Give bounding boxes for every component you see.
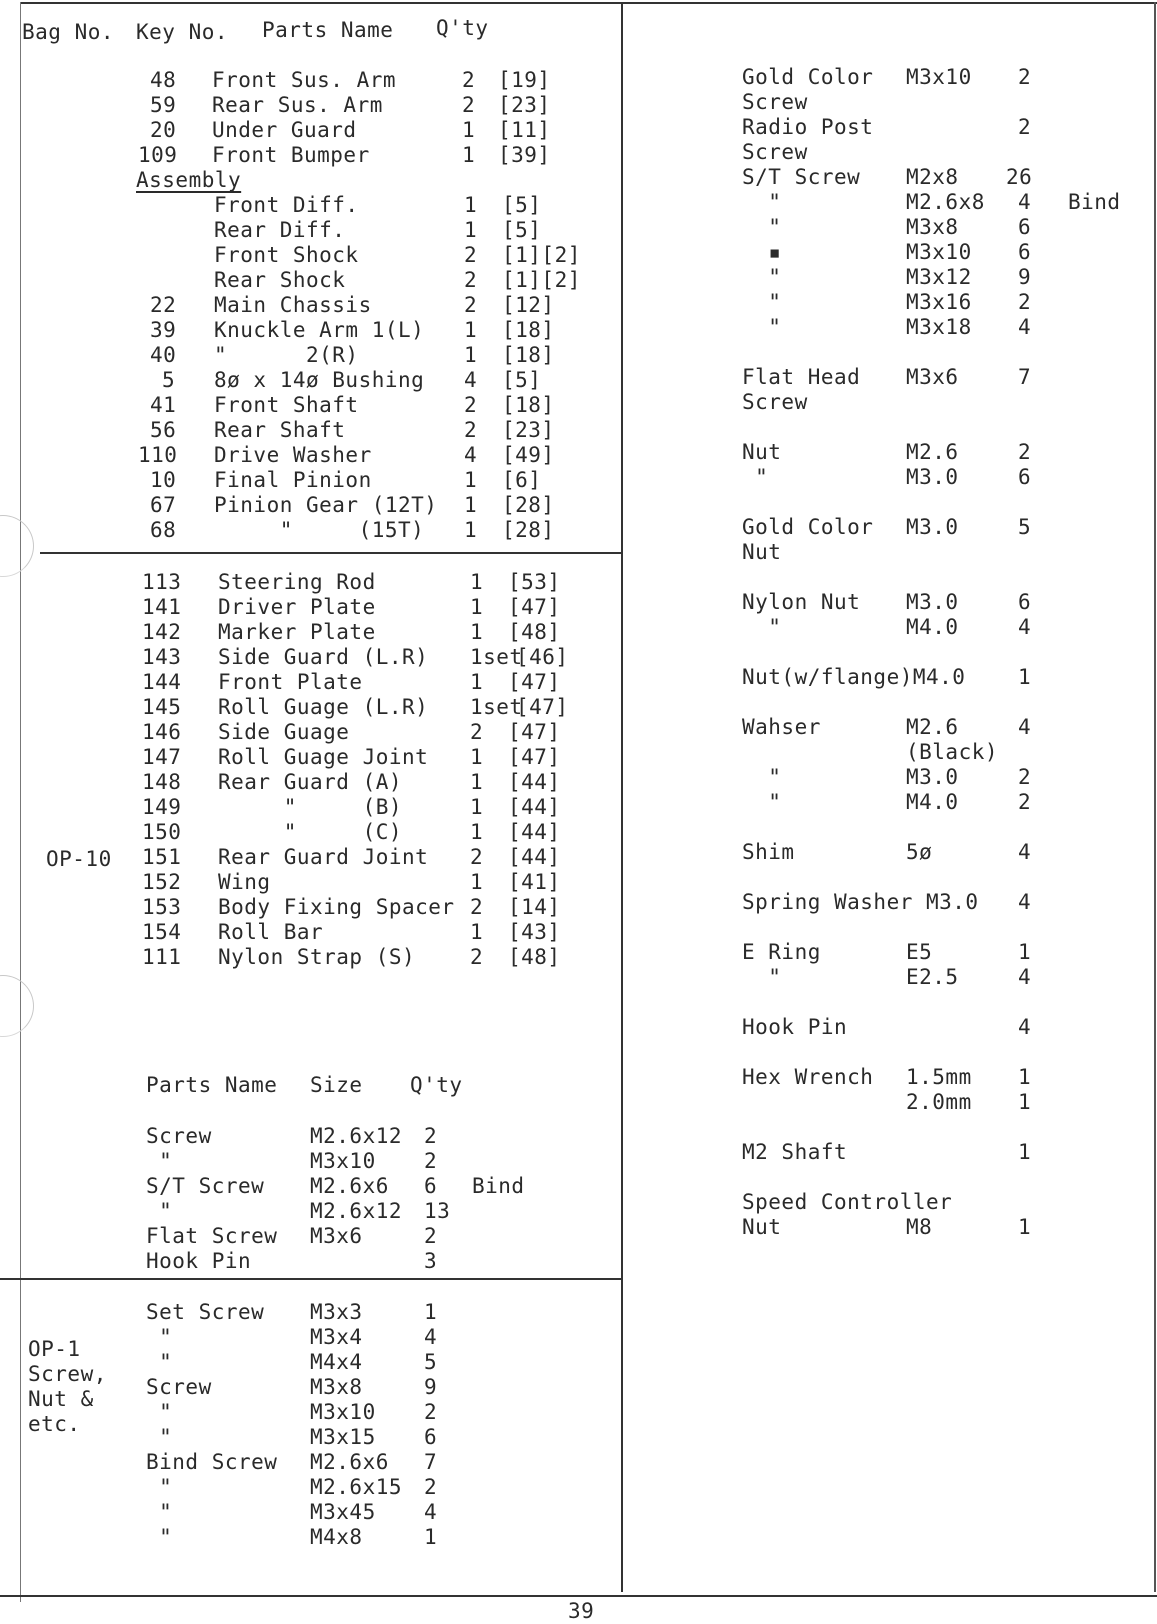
key-number: 48 — [150, 68, 177, 92]
part-ref: [28] — [502, 518, 555, 542]
part-ref: [41] — [508, 870, 561, 894]
top-border — [20, 2, 1157, 4]
key-number: 5 — [162, 368, 176, 392]
hardware-name: " — [742, 765, 782, 789]
hardware-name: ▪ — [742, 240, 782, 264]
hardware-qty: 6 — [1018, 465, 1032, 489]
header-bag-no: Bag No. — [22, 20, 115, 44]
part-qty: 1 — [470, 620, 484, 644]
part-name: Side Guard (L.R) — [218, 645, 429, 669]
part-name: Side Guage — [218, 720, 350, 744]
hardware-size: M3x3 — [310, 1300, 363, 1324]
part-qty: 1 — [464, 218, 478, 242]
hardware-size: M4x4 — [310, 1350, 363, 1374]
part-ref: [47] — [508, 720, 561, 744]
hardware-name: Screw — [146, 1124, 212, 1148]
part-ref: [44] — [508, 770, 561, 794]
divider-section-1 — [40, 552, 623, 554]
part-name: Rear Sus. Arm — [212, 93, 383, 117]
hardware-qty: 1 — [1018, 1215, 1032, 1239]
hardware-name: " — [146, 1149, 173, 1173]
hardware-name: S/T Screw — [146, 1174, 265, 1198]
hardware-qty: 4 — [424, 1500, 438, 1524]
hardware-qty: 2 — [1018, 290, 1032, 314]
key-number: 10 — [150, 468, 177, 492]
part-qty: 2 — [464, 393, 478, 417]
key-number: 149 — [142, 795, 182, 819]
hardware-qty: 6 — [1018, 590, 1032, 614]
hardware-name: Radio Post — [742, 115, 874, 139]
hardware-name: S/T Screw — [742, 165, 861, 189]
part-name: Front Diff. — [214, 193, 359, 217]
key-number: 143 — [142, 645, 182, 669]
part-qty: 1 — [464, 343, 478, 367]
hardware-size: M4.0 — [906, 615, 959, 639]
hardware-size: 5ø — [906, 840, 933, 864]
hardware-name: M2 Shaft — [742, 1140, 848, 1164]
part-ref: [1][2] — [502, 268, 581, 292]
part-qty: 1 — [470, 820, 484, 844]
part-qty: 1 — [470, 595, 484, 619]
part-qty: 1 — [470, 570, 484, 594]
part-qty: 1 — [464, 518, 478, 542]
bag-label-op10: OP-10 — [46, 847, 112, 871]
hardware-size: M4x8 — [310, 1525, 363, 1549]
hardware-name: " — [146, 1400, 173, 1424]
hardware-name: " — [742, 290, 782, 314]
hardware-qty: 2 — [424, 1149, 438, 1173]
hardware-qty: 1 — [1018, 1140, 1032, 1164]
bag-label-op1-line4: etc. — [28, 1412, 81, 1436]
right-border — [1154, 2, 1156, 1592]
hardware-size: E5 — [906, 940, 933, 964]
part-ref: [47] — [508, 670, 561, 694]
hardware-qty: 9 — [1018, 265, 1032, 289]
part-ref: [5] — [502, 193, 542, 217]
hardware-name: " — [146, 1475, 173, 1499]
part-qty: 2 — [470, 720, 484, 744]
hardware-name: " — [146, 1525, 173, 1549]
key-number: 141 — [142, 595, 182, 619]
hardware-name: Flat Head — [742, 365, 861, 389]
hardware-name: Flat Screw — [146, 1224, 278, 1248]
hardware-qty: 7 — [424, 1450, 438, 1474]
hardware-name: Wahser — [742, 715, 821, 739]
part-name: Rear Shaft — [214, 418, 346, 442]
hardware-name: " — [146, 1425, 173, 1449]
part-name: Marker Plate — [218, 620, 376, 644]
key-number: 41 — [150, 393, 177, 417]
hardware-name: Nut(w/flange)M4.0 — [742, 665, 966, 689]
hardware-note: Bind — [1068, 190, 1121, 214]
hardware-name: Gold Color — [742, 515, 874, 539]
hardware-qty: 6 — [1018, 215, 1032, 239]
part-qty: 2 — [470, 845, 484, 869]
key-number: 148 — [142, 770, 182, 794]
hardware-name: Hex Wrench — [742, 1065, 874, 1089]
part-ref: [6] — [502, 468, 542, 492]
part-qty: 2 — [464, 293, 478, 317]
part-name: Main Chassis — [214, 293, 372, 317]
part-ref: [49] — [502, 443, 555, 467]
hardware-qty: 2 — [1018, 115, 1032, 139]
part-qty: 1set — [470, 695, 523, 719]
part-name: Drive Washer — [214, 443, 372, 467]
hardware-size: M2.6 — [906, 440, 959, 464]
hardware-size: M2.6x6 — [310, 1450, 389, 1474]
binder-hole-1 — [0, 515, 34, 577]
hardware-name: " — [742, 315, 782, 339]
hardware-size: 2.0mm — [906, 1090, 972, 1114]
key-number: 144 — [142, 670, 182, 694]
part-ref: [53] — [508, 570, 561, 594]
hardware-qty: 4 — [424, 1325, 438, 1349]
part-name: Nylon Strap (S) — [218, 945, 416, 969]
part-name: Front Sus. Arm — [212, 68, 397, 92]
part-qty: 1 — [462, 118, 476, 142]
part-qty: 2 — [462, 68, 476, 92]
part-name: " (15T) — [214, 518, 425, 542]
key-number: 113 — [142, 570, 182, 594]
key-number: 59 — [150, 93, 177, 117]
hardware-qty: 1 — [1018, 1090, 1032, 1114]
key-number: 150 — [142, 820, 182, 844]
part-qty: 4 — [464, 368, 478, 392]
part-name: Front Plate — [218, 670, 363, 694]
part-name: " 2(R) — [214, 343, 359, 367]
part-qty: 2 — [470, 895, 484, 919]
part-ref: [12] — [502, 293, 555, 317]
header-qty: Q'ty — [436, 16, 489, 40]
hardware-name: " — [742, 965, 782, 989]
key-number: 146 — [142, 720, 182, 744]
hardware-size: M3x18 — [906, 315, 972, 339]
hardware-qty: 6 — [1018, 240, 1032, 264]
hardware-qty: 4 — [1018, 315, 1032, 339]
part-ref: [44] — [508, 820, 561, 844]
hardware-qty: 1 — [1018, 1065, 1032, 1089]
hardware-size: M2.6x15 — [310, 1475, 403, 1499]
part-name: Under Guard — [212, 118, 357, 142]
hardware-name: " — [742, 790, 782, 814]
hardware-size: M3x10 — [906, 240, 972, 264]
hardware-qty: 2 — [424, 1400, 438, 1424]
bag-label-op1-line3: Nut & — [28, 1387, 94, 1411]
part-qty: 1 — [470, 920, 484, 944]
part-name: Body Fixing Spacer — [218, 895, 455, 919]
hardware-qty: 9 — [424, 1375, 438, 1399]
part-name: Wing — [218, 870, 271, 894]
hardware-name: Speed Controller — [742, 1190, 953, 1214]
hardware-name: Hook Pin — [146, 1249, 252, 1273]
hardware-name: " — [742, 190, 782, 214]
hardware-name: Nut — [742, 440, 782, 464]
part-name: Final Pinion — [214, 468, 372, 492]
hardware-name: " — [146, 1500, 173, 1524]
hardware-size: M3x10 — [310, 1400, 376, 1424]
part-ref: [23] — [502, 418, 555, 442]
part-qty: 2 — [470, 945, 484, 969]
hardware-name: Nylon Nut — [742, 590, 861, 614]
part-qty: 1 — [470, 670, 484, 694]
hardware-qty: 3 — [424, 1249, 438, 1273]
hardware-name: Nut — [742, 540, 782, 564]
bag-label-op1-line1: OP-1 — [28, 1337, 81, 1361]
hardware-qty: 5 — [1018, 515, 1032, 539]
part-qty: 1 — [464, 468, 478, 492]
part-qty: 1set — [470, 645, 523, 669]
hardware-qty: 1 — [424, 1300, 438, 1324]
hardware-qty: 4 — [1018, 890, 1032, 914]
hardware-name: Set Screw — [146, 1300, 265, 1324]
hardware-qty: 4 — [1018, 965, 1032, 989]
hardware-qty: 2 — [424, 1475, 438, 1499]
part-ref: [11] — [498, 118, 551, 142]
hardware-size: M3.0 — [906, 590, 959, 614]
part-name: " (B) — [218, 795, 403, 819]
header-parts-name: Parts Name — [262, 18, 394, 42]
key-number: 110 — [138, 443, 178, 467]
part-qty: 1 — [464, 493, 478, 517]
sub-header-qty: Q'ty — [410, 1073, 463, 1097]
hardware-name: " — [146, 1199, 173, 1223]
key-number: 142 — [142, 620, 182, 644]
part-qty: 1 — [464, 193, 478, 217]
part-name: Knuckle Arm 1(L) — [214, 318, 425, 342]
part-ref: [48] — [508, 945, 561, 969]
header-key-no: Key No. — [136, 20, 229, 44]
hardware-size: M2.6x12 — [310, 1199, 403, 1223]
hardware-qty: 4 — [1018, 615, 1032, 639]
hardware-qty: 2 — [424, 1224, 438, 1248]
sub-header-size: Size — [310, 1073, 363, 1097]
part-name: Driver Plate — [218, 595, 376, 619]
key-number: 67 — [150, 493, 177, 517]
hardware-name: " — [146, 1350, 173, 1374]
part-name: Steering Rod — [218, 570, 376, 594]
key-number: 152 — [142, 870, 182, 894]
part-qty: 1 — [470, 795, 484, 819]
part-qty: 1 — [464, 318, 478, 342]
hardware-size: M3x6 — [906, 365, 959, 389]
key-number: 40 — [150, 343, 177, 367]
hardware-name: " — [742, 265, 782, 289]
left-border — [20, 2, 21, 1602]
part-ref: [19] — [498, 68, 551, 92]
hardware-qty: 2 — [1018, 65, 1032, 89]
part-name: Roll Bar — [218, 920, 324, 944]
hardware-size: M2.6x6 — [310, 1174, 389, 1198]
key-number: 147 — [142, 745, 182, 769]
hardware-size: M3x45 — [310, 1500, 376, 1524]
key-number: 151 — [142, 845, 182, 869]
part-ref: [18] — [502, 343, 555, 367]
part-name: Rear Shock — [214, 268, 346, 292]
hardware-name: Shim — [742, 840, 795, 864]
hardware-qty: 2 — [1018, 440, 1032, 464]
key-number: 56 — [150, 418, 177, 442]
hardware-qty: 4 — [1018, 190, 1032, 214]
hardware-qty: 13 — [424, 1199, 451, 1223]
part-name: Rear Guard (A) — [218, 770, 403, 794]
hardware-qty: 6 — [424, 1425, 438, 1449]
key-number: 154 — [142, 920, 182, 944]
hardware-size: M3x8 — [310, 1375, 363, 1399]
hardware-qty: 2 — [1018, 765, 1032, 789]
part-ref: [1][2] — [502, 243, 581, 267]
key-number: 109 — [138, 143, 178, 167]
hardware-name: Screw — [742, 90, 808, 114]
part-qty: 4 — [464, 443, 478, 467]
hardware-size: M3.0 — [906, 515, 959, 539]
hardware-name: " — [742, 215, 782, 239]
hardware-qty: 1 — [1018, 665, 1032, 689]
hardware-qty: 4 — [1018, 1015, 1032, 1039]
hardware-size: (Black) — [906, 740, 999, 764]
hardware-qty: 26 — [1006, 165, 1033, 189]
hardware-size: M3x12 — [906, 265, 972, 289]
part-ref: [5] — [502, 368, 542, 392]
hardware-qty: 2 — [1018, 790, 1032, 814]
part-ref: [47] — [516, 695, 569, 719]
hardware-name: " — [742, 465, 769, 489]
hardware-name: E Ring — [742, 940, 821, 964]
part-name: Front Shock — [214, 243, 359, 267]
part-name: Rear Guard Joint — [218, 845, 429, 869]
part-ref: [43] — [508, 920, 561, 944]
hardware-size: M3x16 — [906, 290, 972, 314]
part-ref: [44] — [508, 795, 561, 819]
hardware-size: M2.6 — [906, 715, 959, 739]
part-ref: [48] — [508, 620, 561, 644]
sub-header-parts-name: Parts Name — [146, 1073, 278, 1097]
key-number: 153 — [142, 895, 182, 919]
hardware-size: M3.0 — [906, 765, 959, 789]
part-ref: [18] — [502, 318, 555, 342]
hardware-qty: 4 — [1018, 840, 1032, 864]
part-ref: [18] — [502, 393, 555, 417]
hardware-name: Screw — [146, 1375, 212, 1399]
hardware-name: Screw — [742, 390, 808, 414]
part-ref: [5] — [502, 218, 542, 242]
part-qty: 1 — [462, 143, 476, 167]
part-name: " (C) — [218, 820, 403, 844]
hardware-size: M2.6x8 — [906, 190, 985, 214]
hardware-size: M2x8 — [906, 165, 959, 189]
key-number: 20 — [150, 118, 177, 142]
part-qty: 2 — [464, 243, 478, 267]
part-ref: [28] — [502, 493, 555, 517]
divider-section-2 — [0, 1278, 623, 1280]
part-name: Front Shaft — [214, 393, 359, 417]
key-number: 22 — [150, 293, 177, 317]
hardware-size: M3x4 — [310, 1325, 363, 1349]
hardware-qty: 1 — [424, 1525, 438, 1549]
hardware-size: M3x10 — [906, 65, 972, 89]
bottom-border — [0, 1595, 1157, 1597]
part-ref: [47] — [508, 745, 561, 769]
center-divider — [621, 2, 623, 1592]
part-name: Pinion Gear (12T) — [214, 493, 438, 517]
part-ref: [47] — [508, 595, 561, 619]
hardware-name: Hook Pin — [742, 1015, 848, 1039]
hardware-size: M4.0 — [906, 790, 959, 814]
hardware-size: 1.5mm — [906, 1065, 972, 1089]
part-ref: [44] — [508, 845, 561, 869]
binder-hole-2 — [0, 975, 34, 1037]
hardware-name: Nut — [742, 1215, 782, 1239]
part-qty: 2 — [464, 418, 478, 442]
hardware-size: M3.0 — [906, 465, 959, 489]
part-qty: 2 — [464, 268, 478, 292]
bag-label-op1-line2: Screw, — [28, 1362, 107, 1386]
part-qty: 1 — [470, 770, 484, 794]
part-name: Rear Diff. — [214, 218, 346, 242]
part-name: 8ø x 14ø Bushing — [214, 368, 425, 392]
hardware-qty: 1 — [1018, 940, 1032, 964]
hardware-qty: 4 — [1018, 715, 1032, 739]
hardware-size: M3x8 — [906, 215, 959, 239]
part-name: Roll Guage Joint — [218, 745, 429, 769]
hardware-size: M2.6x12 — [310, 1124, 403, 1148]
assembly-label: Assembly — [136, 168, 242, 192]
key-number: 111 — [142, 945, 182, 969]
part-ref: [23] — [498, 93, 551, 117]
hardware-size: M3x10 — [310, 1149, 376, 1173]
hardware-qty: 7 — [1018, 365, 1032, 389]
part-name: Front Bumper — [212, 143, 370, 167]
hardware-size: M3x6 — [310, 1224, 363, 1248]
hardware-name: Bind Screw — [146, 1450, 278, 1474]
key-number: 145 — [142, 695, 182, 719]
part-name: Roll Guage (L.R) — [218, 695, 429, 719]
hardware-size: M8 — [906, 1215, 933, 1239]
hardware-name: " — [146, 1325, 173, 1349]
hardware-name: Gold Color — [742, 65, 874, 89]
part-qty: 1 — [470, 870, 484, 894]
part-ref: [46] — [516, 645, 569, 669]
hardware-name: " — [742, 615, 782, 639]
part-ref: [14] — [508, 895, 561, 919]
hardware-name: Screw — [742, 140, 808, 164]
page-number: 39 — [568, 1599, 595, 1623]
hardware-name: Spring Washer M3.0 — [742, 890, 979, 914]
hardware-qty: 2 — [424, 1124, 438, 1148]
hardware-size: M3x15 — [310, 1425, 376, 1449]
part-qty: 2 — [462, 93, 476, 117]
part-ref: [39] — [498, 143, 551, 167]
hardware-qty: 6 — [424, 1174, 438, 1198]
key-number: 39 — [150, 318, 177, 342]
hardware-qty: 5 — [424, 1350, 438, 1374]
key-number: 68 — [150, 518, 177, 542]
part-qty: 1 — [470, 745, 484, 769]
hardware-size: E2.5 — [906, 965, 959, 989]
hardware-note: Bind — [472, 1174, 525, 1198]
